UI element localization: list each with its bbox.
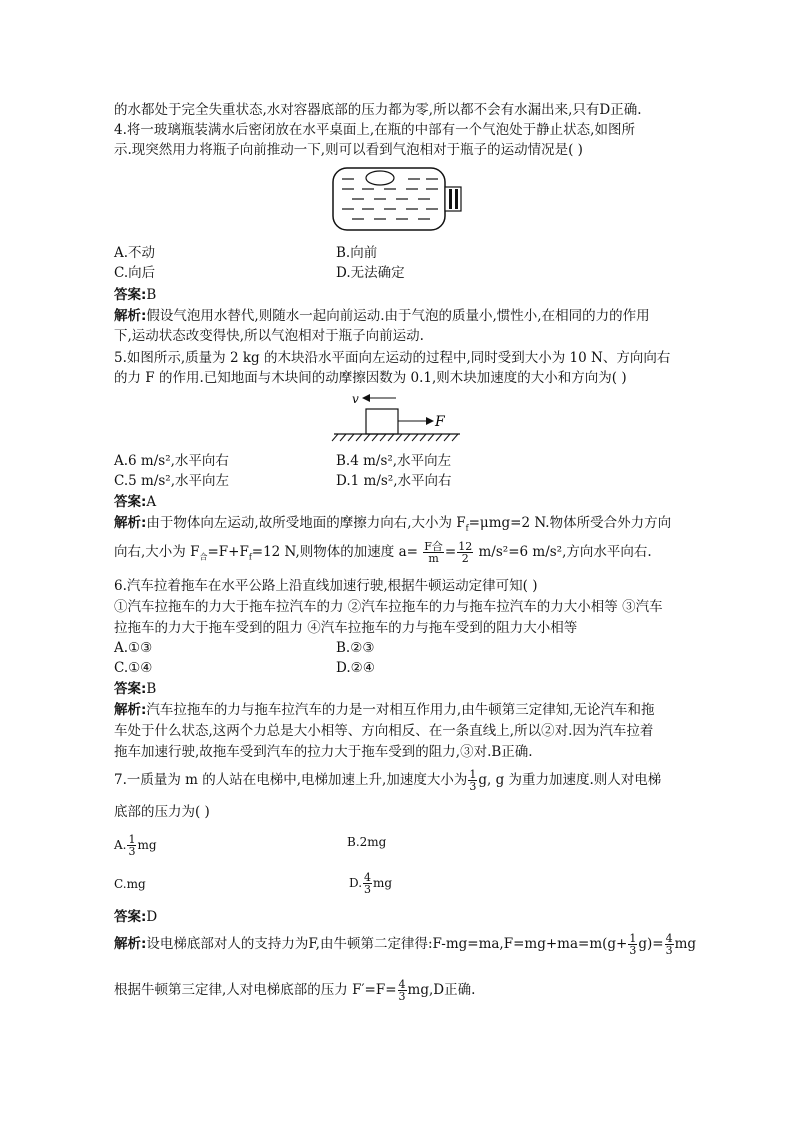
ground-hatch [332, 434, 458, 441]
q5-answer: 答案:A [114, 494, 157, 510]
q7-stem-line-2: 底部的压力为( ) [114, 804, 210, 820]
q6-analysis-line-2: 车处于什么状态,这两个力总是大小相等、方向相反、在一条直线上,所以②对.因为汽车拉着 [114, 723, 654, 739]
q6-stem-line-1: 6.汽车拉着拖车在水平公路上沿直线加速行驶,根据牛顿运动定律可知( ) [114, 578, 538, 594]
q4-answer: 答案:B [114, 287, 157, 303]
q5-analysis-line-1: 解析:由于物体向左运动,故所受地面的摩擦力向右,大小为 $F_f=\mu mg=2$ N.物体所受合外力方向 [114, 515, 672, 533]
q4-option-c: C.向后 [114, 265, 156, 281]
bottle-cap [445, 187, 461, 211]
q6-stem-line-2: ①汽车拉拖车的力大于拖车拉汽车的力 ②汽车拉拖车的力与拖车拉汽车的力大小相等 ③汽车 [114, 599, 663, 615]
force-label: F [435, 414, 445, 430]
q6-option-a: A.①③ [114, 640, 153, 656]
q6-option-b: B.②③ [336, 640, 375, 656]
intro-line: 的水都处于完全失重状态,水对容器底部的压力都为零,所以都不会有水漏出来,只有D正确. [114, 102, 642, 118]
q6-analysis-line-1: 解析:汽车拉拖车的力与拖车拉汽车的力是一对相互作用力,由牛顿第三定律知,无论汽车和拖 [114, 702, 655, 718]
velocity-label: v [352, 392, 359, 406]
q7-option-a: A. $\frac{1}{3}$ mg [114, 833, 157, 858]
q4-option-d: D.无法确定 [336, 265, 405, 281]
fraction-one-third: $\frac{1}{3}$ [469, 768, 477, 793]
q7-analysis-line-1: 解析:设电梯底部对人的支持力为F,由牛顿第二定律得:F-mg=ma,F=mg+ma=m(g+ $\frac{1}{3}$ g)= $\frac{4}{3}$ mg [114, 932, 697, 957]
q6-option-d: D.②④ [336, 660, 375, 676]
q4-analysis-line-2: 下,运动状态改变得快,所以气泡相对于瓶子向前运动. [114, 328, 424, 344]
q7-option-c: C.mg [114, 877, 146, 891]
q5-option-b: B.4 m/s²,水平向左 [336, 453, 452, 469]
q6-answer: 答案:B [114, 681, 157, 697]
q4-stem-line-2: 示.现突然用力将瓶子向前推动一下,则可以看到气泡相对于瓶子的运动情况是( ) [114, 142, 583, 158]
q4-stem-line-1: 4.将一玻璃瓶装满水后密闭放在水平桌面上,在瓶的中部有一个气泡处于静止状态,如图所 [114, 122, 635, 138]
q7-option-b: B.2mg [347, 835, 387, 849]
q5-option-d: D.1 m/s²,水平向右 [336, 473, 452, 489]
q7-stem-line-1: 7.一质量为 m 的人站在电梯中,电梯加速上升,加速度大小为 $\frac{1}{3}$ g, g 为重力加速度.则人对电梯 [114, 768, 662, 793]
q4-analysis-line-1: 解析:假设气泡用水替代,则随水一起向前运动.由于气泡的质量小,惯性小,在相同的力的作用 [114, 308, 650, 324]
air-bubble [366, 171, 394, 185]
block-figure [330, 388, 465, 443]
q7-analysis-line-2: 根据牛顿第三定律,人对电梯底部的压力 F′=F= $\frac{4}{3}$ mg,D正确. [114, 978, 476, 1003]
q7-answer: 答案:D [114, 909, 158, 925]
q6-stem-line-3: 拉拖车的力大于拖车受到的阻力 ④汽车拉拖车的力与拖车受到的阻力大小相等 [114, 620, 578, 636]
q5-stem-line-2: 的力 F 的作用.已知地面与木块间的动摩擦因数为 0.1,则木块加速度的大小和方向为( ) [114, 370, 627, 386]
wood-block [366, 409, 398, 434]
q5-option-a: A.6 m/s²,水平向右 [114, 453, 229, 469]
q5-stem-line-1: 5.如图所示,质量为 2 kg 的木块沿水平面向左运动的过程中,同时受到大小为 10 N、方向向右 [114, 350, 671, 366]
q6-analysis-line-3: 拖车加速行驶,故拖车受到汽车的拉力大于拖车受到的阻力,③对.B正确. [114, 744, 533, 760]
q4-option-a: A.不动 [114, 245, 156, 261]
q6-option-c: C.①④ [114, 660, 153, 676]
bottle-figure [330, 165, 470, 233]
q4-option-b: B.向前 [336, 245, 378, 261]
fraction-a-formula: $\frac{\text{F合}}{m}$ [424, 540, 443, 565]
q7-option-d: D. $\frac{4}{3}$ mg [349, 871, 393, 896]
water-lines [342, 179, 438, 219]
q5-option-c: C.5 m/s²,水平向左 [114, 473, 230, 489]
fraction-a-value: $\frac{12}{2}$ [458, 540, 473, 565]
q5-analysis-line-2: 向右,大小为 $F_合=F+F_f=12$ N,则物体的加速度 a= $\frac{\text{F合}}{m}$ = $\frac{12}{2}$ m/s²=6 m/s²,方向水平向右. [114, 540, 652, 565]
